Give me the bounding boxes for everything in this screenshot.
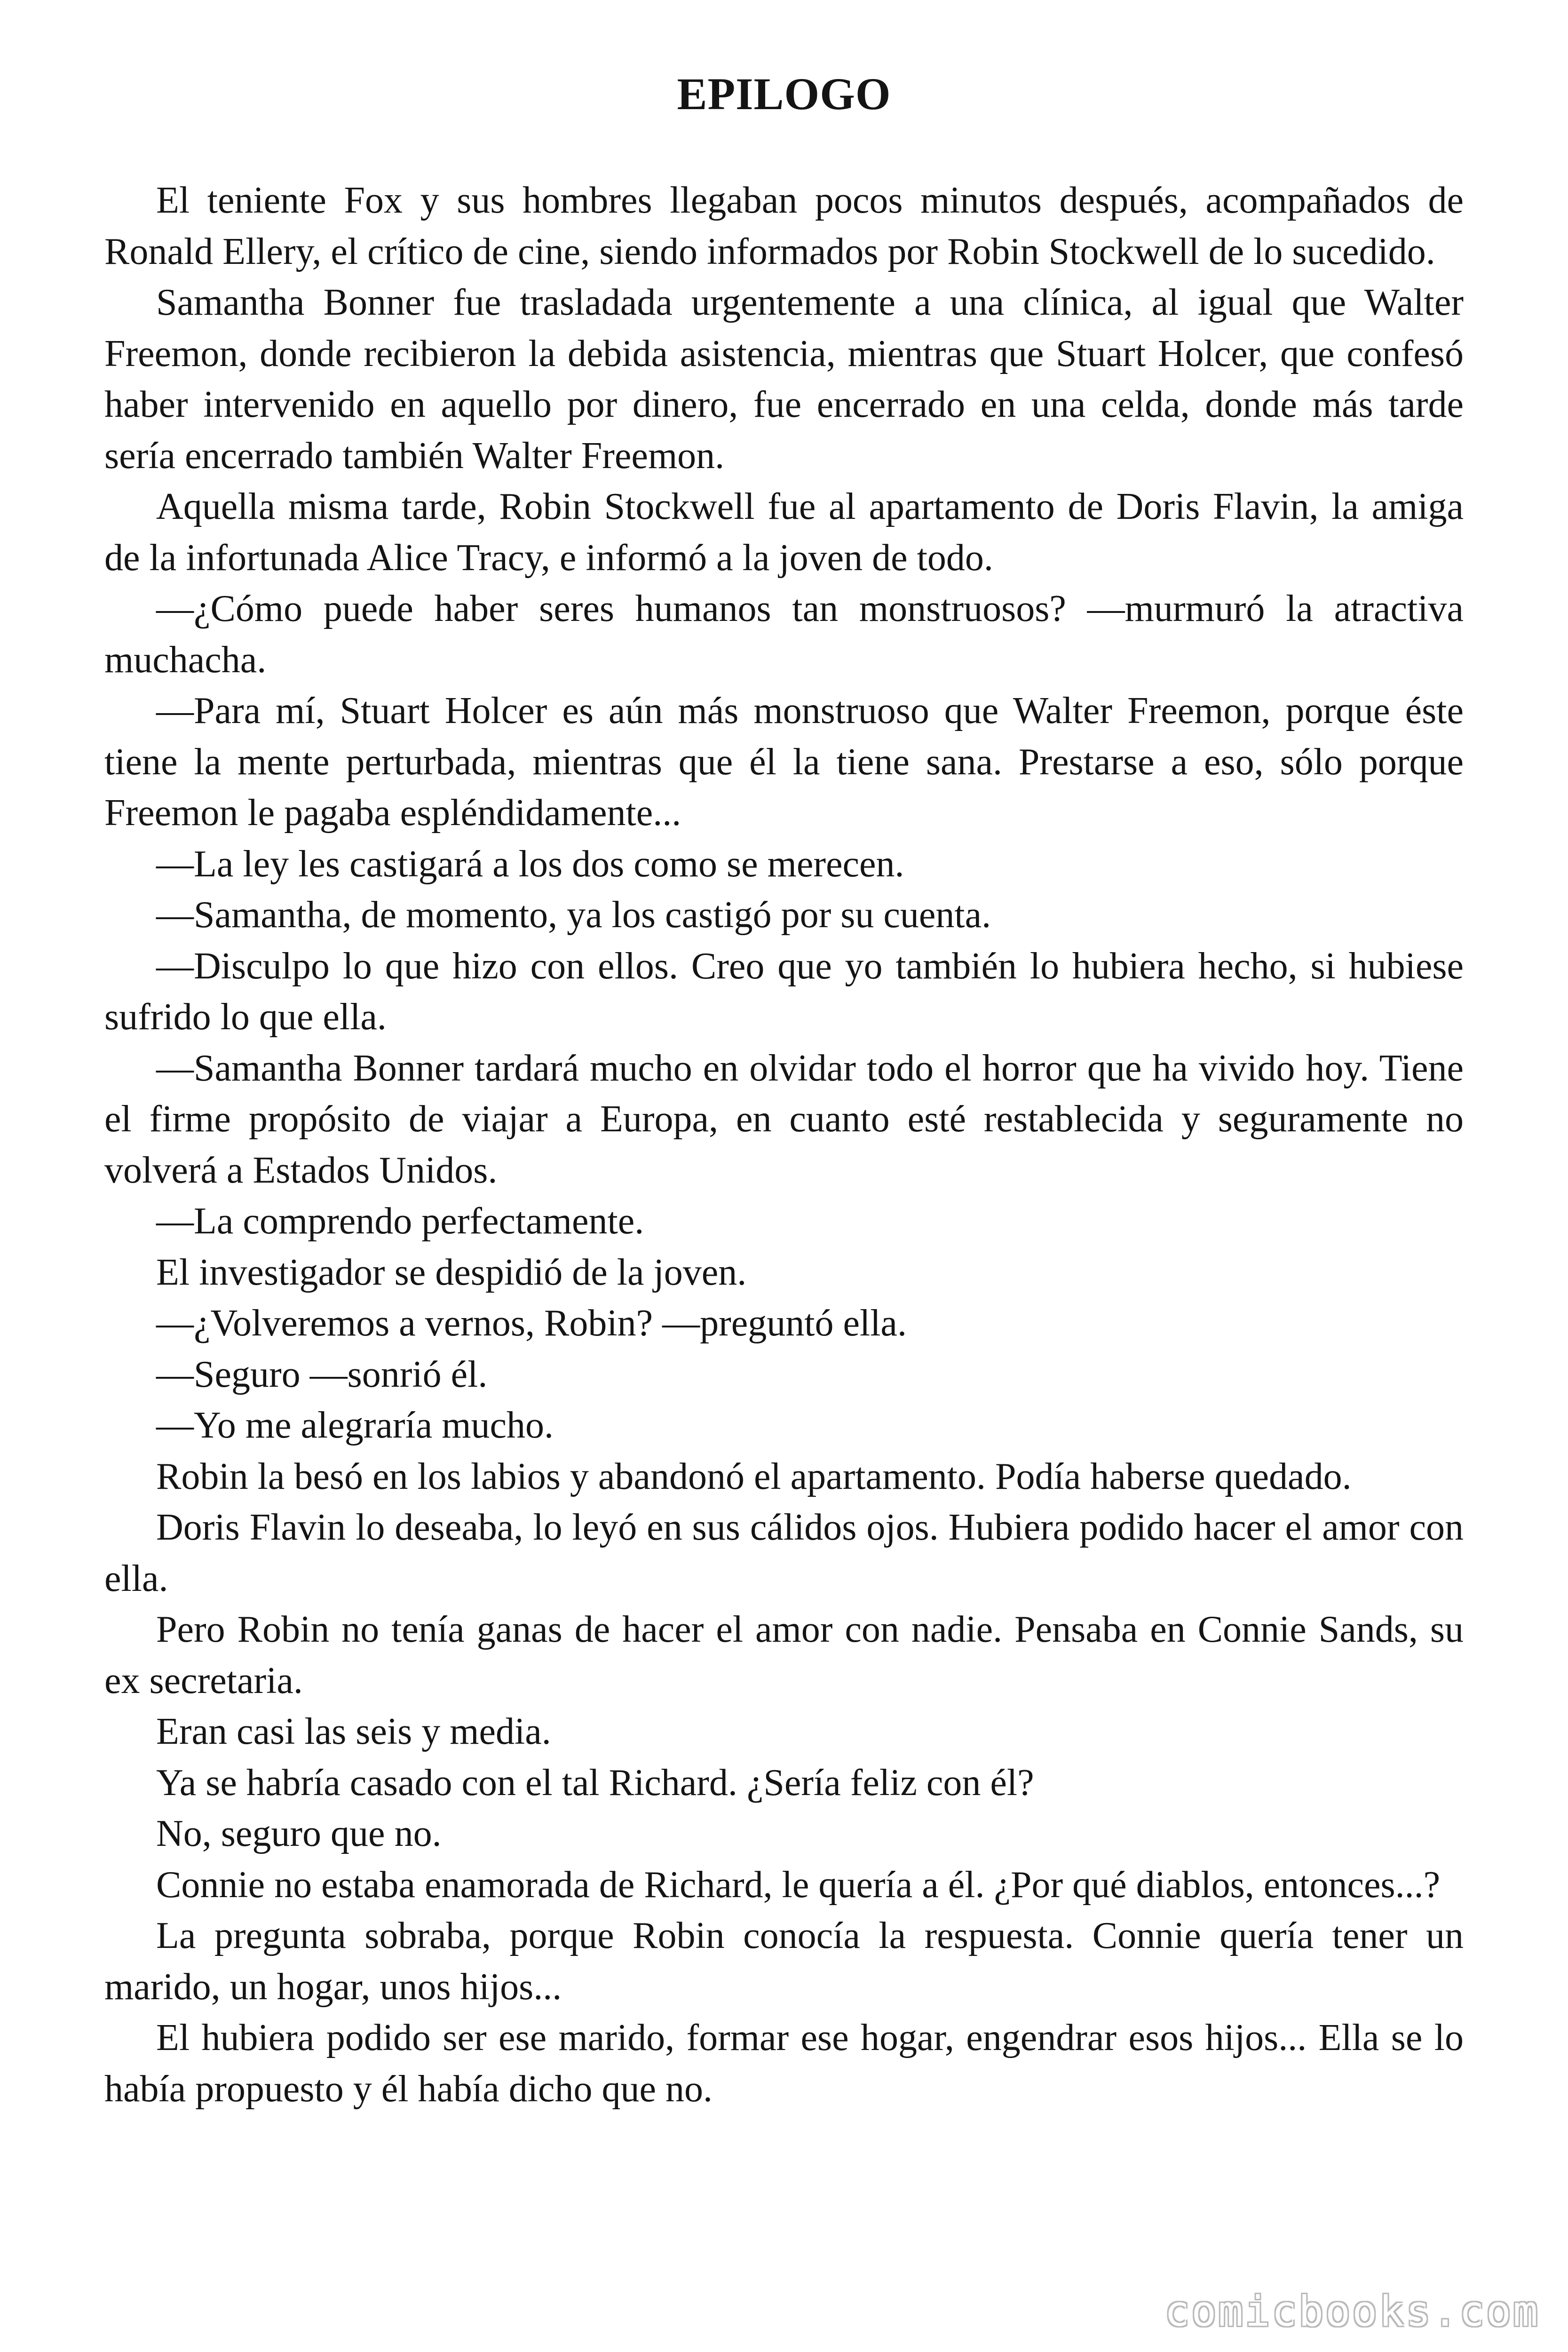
paragraph: Eran casi las seis y media. [156, 1711, 551, 1752]
paragraph: Doris Flavin lo deseaba, lo leyó en sus cálidos ojos. Hubiera podido hacer el amor con ella. [104, 1507, 1464, 1599]
paragraph: —¿Cómo puede haber seres humanos tan monstruosos? —murmuró la atractiva muchacha. [104, 588, 1464, 681]
paragraph: —La ley les castigará a los dos como se merecen. [156, 843, 904, 885]
paragraph: Robin la besó en los labios y abandonó el apartamento. Podía haberse quedado. [156, 1455, 1352, 1497]
chapter-title: EPILOGO [677, 69, 891, 119]
chapter-body [104, 175, 1464, 2114]
paragraph: No, seguro que no. [156, 1813, 442, 1854]
paragraph: —La comprendo perfectamente. [156, 1200, 644, 1242]
paragraph: —Samantha, de momento, ya los castigó por su cuenta. [156, 894, 991, 936]
paragraph: El investigador se despidió de la joven. [156, 1251, 747, 1293]
paragraph: —Seguro —sonrió él. [156, 1353, 488, 1395]
paragraph: Aquella misma tarde, Robin Stockwell fue al apartamento de Doris Flavin, la amiga de la infortunada Alice Tracy, e informó a la joven de todo. [104, 486, 1464, 579]
paragraph: El teniente Fox y sus hombres llegaban pocos minutos después, acompañados de Ronald Ellery, el crítico de cine, siendo informados por Robin Stockwell de lo sucedido. [104, 180, 1464, 272]
paragraph: Pero Robin no tenía ganas de hacer el amor con nadie. Pensaba en Connie Sands, su ex secretaria. [104, 1609, 1464, 1701]
paragraph: Ya se habría casado con el tal Richard. ¿Sería feliz con él? [156, 1762, 1034, 1804]
paragraph: —Yo me alegraría mucho. [156, 1405, 554, 1446]
paragraph: Connie no estaba enamorada de Richard, le quería a él. ¿Por qué diablos, entonces...? [156, 1864, 1441, 1906]
paragraph: —¿Volveremos a vernos, Robin? —preguntó ella. [156, 1303, 907, 1344]
paragraph: El hubiera podido ser ese marido, formar ese hogar, engendrar esos hijos... Ella se lo había propuesto y él había dicho que no. [104, 2017, 1464, 2110]
paragraph: —Disculpo lo que hizo con ellos. Creo que yo también lo hubiera hecho, si hubiese sufrido lo que ella. [104, 945, 1464, 1038]
paragraph: Samantha Bonner fue trasladada urgentemente a una clínica, al igual que Walter Freemon, donde recibieron la debida asistencia, mientras que Stuart Holcer, que confesó haber intervenido en aquello por dinero, fue encerrado en una celda, donde más tarde sería encerrado también Walter Freemon. [104, 282, 1464, 477]
paragraph: La pregunta sobraba, porque Robin conocía la respuesta. Connie quería tener un marido, un hogar, unos hijos... [104, 1915, 1464, 2008]
paragraph: —Samantha Bonner tardará mucho en olvidar todo el horror que ha vivido hoy. Tiene el firme propósito de viajar a Europa, en cuanto esté restablecida y seguramente no volverá a Estados Unidos. [104, 1047, 1464, 1191]
paragraph: —Para mí, Stuart Holcer es aún más monstruoso que Walter Freemon, porque éste tiene la mente perturbada, mientras que él la tiene sana. Prestarse a eso, sólo porque Freemon le pagaba espléndidamente... [104, 690, 1464, 834]
watermark: comicbooks.com [1164, 2287, 1540, 2336]
